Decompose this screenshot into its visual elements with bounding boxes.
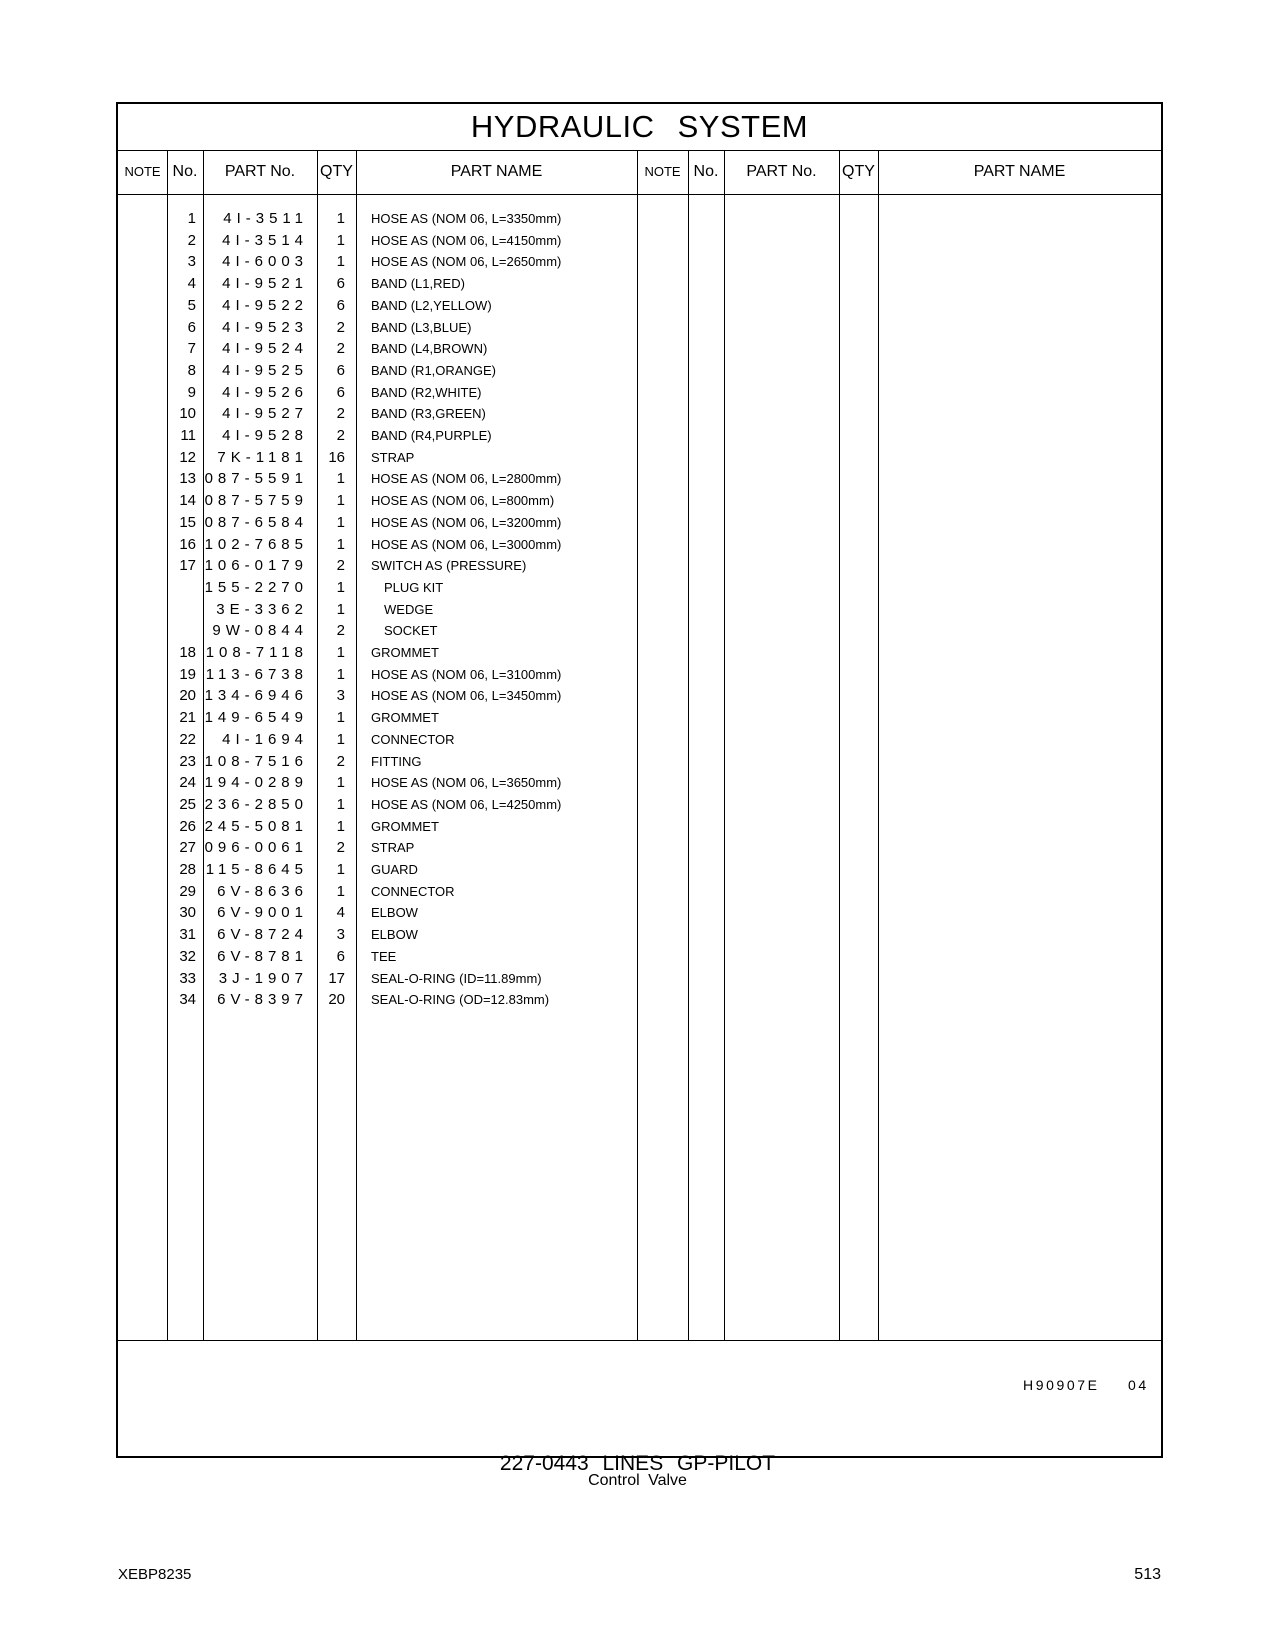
part-name: BAND (L4,BROWN) <box>371 341 488 357</box>
part-name: BAND (R1,ORANGE) <box>371 362 496 378</box>
table-row <box>118 403 638 424</box>
quantity: 1 <box>336 492 345 510</box>
part-number: 115-8645 <box>205 861 308 878</box>
part-number: 155-2270 <box>204 578 308 596</box>
quantity: 1 <box>336 709 345 727</box>
table-row <box>118 881 638 902</box>
table-row <box>118 664 638 685</box>
part-name: STRAP <box>371 449 415 465</box>
item-number: 9 <box>187 383 196 401</box>
reference-code: H90907E <box>1023 1377 1100 1393</box>
part-name: BAND (R4,PURPLE) <box>371 428 492 443</box>
quantity: 3 <box>336 687 345 705</box>
table-row <box>118 230 638 251</box>
quantity: 2 <box>336 427 345 444</box>
quantity: 1 <box>336 578 345 596</box>
item-number: 33 <box>179 969 196 987</box>
part-number: 134-6946 <box>204 687 308 705</box>
item-number: 11 <box>180 427 196 444</box>
table-row <box>118 447 638 468</box>
table-row <box>118 620 638 641</box>
part-number: 4I-9522 <box>222 296 308 314</box>
quantity: 1 <box>336 644 345 661</box>
quantity: 20 <box>328 991 345 1009</box>
item-number: 17 <box>179 557 196 575</box>
item-number: 22 <box>179 730 196 748</box>
part-name: HOSE AS (NOM 06, L=3350mm) <box>371 211 562 226</box>
part-name: HOSE AS (NOM 06, L=3450mm) <box>371 688 562 704</box>
item-number: 30 <box>179 904 196 922</box>
table-bottom-rule <box>118 1340 1161 1341</box>
part-number: 3E-3362 <box>216 600 308 618</box>
quantity: 1 <box>336 665 345 683</box>
item-number: 21 <box>179 709 196 727</box>
part-name: GROMMET <box>371 818 439 834</box>
column-divider <box>839 150 840 1340</box>
table-row <box>118 989 638 1010</box>
table-row <box>118 577 638 598</box>
part-name: HOSE AS (NOM 06, L=4250mm) <box>371 796 562 812</box>
table-row <box>118 338 638 359</box>
document-id: XEBP8235 <box>118 1566 192 1583</box>
item-number: 2 <box>187 231 196 249</box>
table-row <box>118 772 638 793</box>
quantity: 2 <box>336 340 345 358</box>
part-number: 4I-9521 <box>222 275 308 293</box>
item-number: 32 <box>179 947 196 965</box>
table-row <box>118 208 638 229</box>
part-number: 149-6549 <box>204 709 308 727</box>
part-name: GROMMET <box>371 645 439 660</box>
quantity: 1 <box>336 470 345 488</box>
item-number: 7 <box>187 340 196 358</box>
item-number: 31 <box>179 926 196 944</box>
table-row <box>118 816 638 837</box>
table-row <box>118 317 638 338</box>
item-number: 4 <box>187 275 196 293</box>
quantity: 1 <box>336 231 345 249</box>
item-number: 5 <box>187 296 196 314</box>
column-header-part-no: PART No. <box>224 163 296 180</box>
item-number: 8 <box>187 361 196 379</box>
part-name: HOSE AS (NOM 06, L=3100mm) <box>371 666 562 682</box>
part-name: BAND (R3,GREEN) <box>371 406 486 422</box>
table-row <box>118 859 638 880</box>
quantity: 1 <box>336 861 345 878</box>
table-row <box>118 425 638 446</box>
part-name: BAND (R2,WHITE) <box>371 384 482 400</box>
column-header-part-name: PART NAME <box>450 163 543 180</box>
table-row <box>118 837 638 858</box>
quantity: 1 <box>336 882 345 900</box>
table-row <box>118 251 638 272</box>
part-name: HOSE AS (NOM 06, L=2650mm) <box>371 254 562 270</box>
part-number: 194-0289 <box>204 774 308 792</box>
item-number: 1 <box>187 210 196 227</box>
column-header-qty-right: QTY <box>842 163 875 180</box>
part-name: HOSE AS (NOM 06, L=3000mm) <box>371 536 562 552</box>
column-header-no: No. <box>172 163 198 180</box>
reference-revision: 04 <box>1128 1377 1149 1393</box>
part-number: 236-2850 <box>204 795 308 813</box>
part-name: WEDGE <box>384 601 434 617</box>
column-divider <box>724 150 725 1340</box>
item-number: 12 <box>179 448 196 466</box>
part-number: 6V-8397 <box>217 991 308 1009</box>
parts-table-frame <box>116 102 1163 1458</box>
part-number: 4I-6003 <box>222 253 308 271</box>
quantity: 1 <box>336 817 345 835</box>
item-number: 18 <box>179 644 196 661</box>
quantity: 6 <box>336 361 345 379</box>
part-number: 087-5591 <box>204 470 308 488</box>
part-number: 4I-9525 <box>222 361 308 379</box>
part-number: 6V-8636 <box>217 882 308 900</box>
part-name: HOSE AS (NOM 06, L=3200mm) <box>371 514 562 530</box>
part-number: 9W-0844 <box>212 622 308 640</box>
quantity: 6 <box>336 275 345 293</box>
quantity: 2 <box>336 752 345 770</box>
part-number: 108-7118 <box>205 644 308 661</box>
table-row <box>118 794 638 815</box>
part-number: 102-7685 <box>204 535 308 553</box>
quantity: 1 <box>336 600 345 618</box>
quantity: 1 <box>336 253 345 271</box>
part-number: 087-6584 <box>204 513 308 531</box>
part-name: ELBOW <box>371 927 418 943</box>
table-row <box>118 707 638 728</box>
item-number: 20 <box>179 687 196 705</box>
section-title: HYDRAULIC SYSTEM <box>118 104 1161 151</box>
group-subcaption: Control Valve <box>588 1472 687 1489</box>
table-row <box>118 273 638 294</box>
column-header-part-no-right: PART No. <box>746 163 817 180</box>
item-number: 14 <box>179 492 196 510</box>
item-number: 28 <box>179 861 196 878</box>
part-name: HOSE AS (NOM 06, L=3650mm) <box>371 775 562 791</box>
quantity: 6 <box>336 947 345 965</box>
item-number: 23 <box>179 752 196 770</box>
table-row <box>118 946 638 967</box>
item-number: 3 <box>187 253 196 271</box>
table-row <box>118 599 638 620</box>
table-row <box>118 360 638 381</box>
quantity: 1 <box>336 774 345 792</box>
part-number: 4I-9527 <box>222 405 308 423</box>
part-number: 4I-9524 <box>222 340 308 358</box>
part-number: 4I-9526 <box>222 383 308 401</box>
quantity: 1 <box>336 535 345 553</box>
item-number: 16 <box>179 535 196 553</box>
item-number: 34 <box>179 991 196 1009</box>
quantity: 2 <box>336 839 345 857</box>
column-divider <box>878 150 879 1340</box>
part-name: GUARD <box>371 862 418 877</box>
part-name: FITTING <box>371 753 422 769</box>
quantity: 6 <box>336 296 345 314</box>
table-row <box>118 382 638 403</box>
column-header-note-right: NOTE <box>644 164 681 179</box>
part-name: CONNECTOR <box>371 883 455 899</box>
table-row <box>118 468 638 489</box>
part-name: STRAP <box>371 840 415 856</box>
item-number: 15 <box>179 513 196 531</box>
part-number: 7K-1181 <box>217 448 308 466</box>
part-name: BAND (L2,YELLOW) <box>371 297 492 313</box>
item-number: 13 <box>179 470 196 488</box>
table-row <box>118 534 638 555</box>
item-number: 26 <box>179 817 196 835</box>
part-name: GROMMET <box>371 710 439 726</box>
table-row <box>118 642 638 663</box>
table-row <box>118 729 638 750</box>
table-row <box>118 512 638 533</box>
item-number: 19 <box>179 665 196 683</box>
part-name: SOCKET <box>384 623 438 639</box>
quantity: 1 <box>336 730 345 748</box>
part-name: HOSE AS (NOM 06, L=4150mm) <box>371 232 562 248</box>
part-number: 245-5081 <box>204 817 308 835</box>
table-row <box>118 968 638 989</box>
part-number: 113-6738 <box>205 665 308 683</box>
group-caption: 227-0443 LINES GP-PILOT <box>499 1452 776 1475</box>
part-name: TEE <box>371 948 397 964</box>
part-number: 6V-8781 <box>217 947 308 965</box>
column-header-part-name-right: PART NAME <box>973 163 1066 180</box>
quantity: 2 <box>336 405 345 423</box>
part-name: BAND (L1,RED) <box>371 276 465 292</box>
part-name: HOSE AS (NOM 06, L=2800mm) <box>371 471 562 487</box>
table-row <box>118 902 638 923</box>
part-name: SEAL-O-RING (OD=12.83mm) <box>371 992 550 1008</box>
quantity: 4 <box>336 904 345 922</box>
column-divider <box>688 150 689 1340</box>
part-number: 106-0179 <box>204 557 308 575</box>
part-number: 3J-1907 <box>218 969 308 987</box>
item-number: 25 <box>179 795 196 813</box>
part-number: 4I-1694 <box>222 730 308 748</box>
part-number: 087-5759 <box>204 492 308 510</box>
part-name: ELBOW <box>371 905 418 921</box>
part-number: 4I-9528 <box>222 427 308 444</box>
part-name: HOSE AS (NOM 06, L=800mm) <box>371 493 555 509</box>
quantity: 17 <box>328 969 345 987</box>
table-row <box>118 685 638 706</box>
quantity: 1 <box>336 795 345 813</box>
column-header-note: NOTE <box>124 164 161 179</box>
quantity: 3 <box>336 926 345 944</box>
item-number: 10 <box>179 405 196 423</box>
item-number: 27 <box>179 839 196 857</box>
item-number: 24 <box>179 774 196 792</box>
part-name: SWITCH AS (PRESSURE) <box>371 558 527 574</box>
table-row <box>118 751 638 772</box>
part-name: SEAL-O-RING (ID=11.89mm) <box>371 970 542 986</box>
quantity: 1 <box>336 210 345 227</box>
part-number: 096-0061 <box>204 839 308 857</box>
part-number: 108-7516 <box>204 752 308 770</box>
quantity: 2 <box>336 557 345 575</box>
column-header-qty: QTY <box>320 163 353 180</box>
quantity: 1 <box>336 513 345 531</box>
item-number: 6 <box>187 318 196 336</box>
part-name: BAND (L3,BLUE) <box>371 319 472 335</box>
table-row <box>118 490 638 511</box>
quantity: 2 <box>336 318 345 336</box>
column-header-no-right: No. <box>693 163 719 180</box>
part-number: 4I-9523 <box>222 318 308 336</box>
part-number: 4I-3514 <box>222 231 308 249</box>
part-name: PLUG KIT <box>384 579 444 595</box>
item-number: 29 <box>179 882 196 900</box>
quantity: 2 <box>336 622 345 640</box>
page-number: 513 <box>1134 1566 1161 1583</box>
table-row <box>118 295 638 316</box>
header-bottom-rule <box>118 194 1161 195</box>
quantity: 16 <box>328 448 345 466</box>
part-number: 4I-3511 <box>223 210 308 227</box>
table-row <box>118 924 638 945</box>
part-name: CONNECTOR <box>371 731 455 747</box>
part-number: 6V-8724 <box>217 926 308 944</box>
table-row <box>118 555 638 576</box>
quantity: 6 <box>336 383 345 401</box>
part-number: 6V-9001 <box>217 904 308 922</box>
